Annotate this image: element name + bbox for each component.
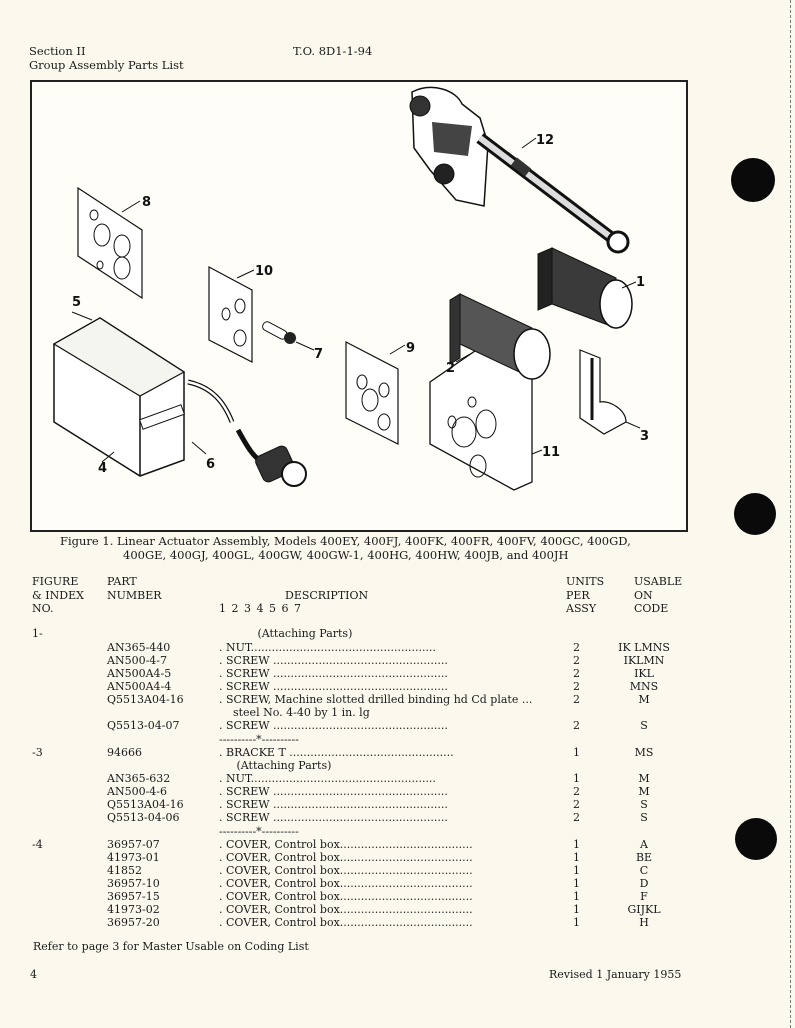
header-indent-levels: 1 2 3 4 5 6 7	[219, 602, 302, 615]
units-per-assy-cell: 2	[573, 811, 580, 824]
description-cell: . SCREW ..................................................	[219, 654, 448, 667]
description-cell: . COVER, Control box......................................	[219, 877, 473, 890]
units-per-assy-cell: 1	[573, 838, 580, 851]
table-row	[0, 693, 795, 706]
part-number-cell: 36957-20	[107, 916, 160, 929]
table-row	[0, 903, 795, 916]
to-number: T.O. 8D1-1-94	[293, 44, 373, 58]
figure-caption	[60, 534, 631, 562]
usable-code-cell: IK LMNS	[618, 641, 670, 654]
binder-hole-top	[731, 158, 775, 202]
part-number-cell: AN500-4-6	[107, 785, 167, 798]
table-row	[0, 733, 795, 746]
description-cell: . COVER, Control box......................................	[219, 838, 473, 851]
table-row	[0, 772, 795, 785]
table-row	[0, 759, 795, 772]
units-per-assy-cell: 2	[573, 680, 580, 693]
header-part-number: PART NUMBER	[107, 575, 162, 602]
part-1-motor-illustration	[538, 248, 645, 328]
part-number-cell: 94666	[107, 746, 142, 759]
svg-text:2: 2	[446, 361, 456, 376]
table-row	[0, 719, 795, 732]
exploded-view-figure	[30, 80, 688, 532]
part-number-cell: AN365-440	[107, 641, 171, 654]
svg-text:9: 9	[406, 341, 416, 356]
part-number-cell: Q5513A04-16	[107, 798, 184, 811]
svg-text:10: 10	[255, 264, 274, 279]
table-row	[0, 916, 795, 929]
usable-code-cell: BE	[635, 851, 653, 864]
units-per-assy-cell: 2	[573, 667, 580, 680]
section-subtitle: Group Assembly Parts List	[29, 58, 184, 72]
section-label: Section II	[29, 44, 86, 58]
caption-line-2: 400GE, 400GJ, 400GL, 400GW, 400GW-1, 400HG, 400HW, 400JB, and 400JH	[123, 548, 569, 562]
units-per-assy-cell: 1	[573, 916, 580, 929]
description-cell: . SCREW ..................................................	[219, 680, 448, 693]
units-per-assy-cell: 2	[573, 785, 580, 798]
usable-code-cell: M	[638, 772, 650, 785]
units-per-assy-cell: 1	[573, 903, 580, 916]
table-row	[0, 851, 795, 864]
description-cell: . SCREW ..................................................	[219, 667, 448, 680]
description-cell: . COVER, Control box......................................	[219, 916, 473, 929]
svg-text:11: 11	[542, 445, 561, 460]
figure-index-cell: -3	[32, 746, 43, 759]
description-cell: . COVER, Control box......................................	[219, 851, 473, 864]
svg-text:6: 6	[206, 457, 216, 472]
usable-code-cell: S	[640, 719, 648, 732]
part-number-cell: AN500A4-4	[107, 680, 172, 693]
svg-text:4: 4	[98, 461, 108, 476]
description-cell: . SCREW ..................................................	[219, 798, 448, 811]
usable-code-cell: M	[638, 785, 650, 798]
svg-text:8: 8	[142, 195, 152, 210]
header-units-per-assy: UNITS PER ASSY	[566, 575, 605, 615]
figure-index-cell: -4	[32, 838, 43, 851]
description-cell: (Attaching Parts)	[219, 627, 353, 640]
part-8-plate-illustration	[78, 188, 151, 298]
table-row	[0, 864, 795, 877]
description-cell: . NUT.....................................................	[219, 641, 436, 654]
usable-code-cell: H	[639, 916, 649, 929]
units-per-assy-cell: 1	[573, 890, 580, 903]
part-number-cell: 41852	[107, 864, 142, 877]
units-per-assy-cell: 2	[573, 798, 580, 811]
footer-note: Refer to page 3 for Master Usable on Coding List	[33, 940, 309, 953]
page-number: 4	[30, 968, 37, 981]
part-3-bracket-illustration	[580, 350, 649, 444]
units-per-assy-cell: 1	[573, 772, 580, 785]
table-row	[0, 890, 795, 903]
binder-hole-bottom	[735, 818, 777, 860]
usable-code-cell: GIJKL	[627, 903, 661, 916]
table-row	[0, 654, 795, 667]
header-usable-on-code: USABLE ON CODE	[634, 575, 683, 615]
usable-code-cell: A	[640, 838, 648, 851]
svg-text:3: 3	[640, 429, 650, 444]
table-row	[0, 667, 795, 680]
usable-code-cell: S	[640, 798, 648, 811]
svg-text:5: 5	[72, 295, 82, 310]
units-per-assy-cell: 2	[573, 654, 580, 667]
part-number-cell: Q5513-04-06	[107, 811, 180, 824]
units-per-assy-cell: 1	[573, 746, 580, 759]
svg-text:1: 1	[636, 275, 646, 290]
description-cell: . COVER, Control box......................................	[219, 903, 473, 916]
page-edge	[790, 0, 793, 1028]
units-per-assy-cell: 2	[573, 693, 580, 706]
usable-code-cell: IKLMN	[623, 654, 665, 667]
units-per-assy-cell: 1	[573, 864, 580, 877]
part-number-cell: Q5513-04-07	[107, 719, 180, 732]
part-9-plate-illustration	[346, 341, 415, 444]
revision-date: Revised 1 January 1955	[549, 968, 682, 981]
units-per-assy-cell: 2	[573, 719, 580, 732]
description-cell: . SCREW, Machine slotted drilled binding hd Cd plate ...	[219, 693, 533, 706]
figure-index-cell: 1-	[32, 627, 43, 640]
part-number-cell: 36957-10	[107, 877, 160, 890]
description-cell: . SCREW ..................................................	[219, 811, 448, 824]
table-row	[0, 838, 795, 851]
units-per-assy-cell: 1	[573, 851, 580, 864]
usable-code-cell: F	[640, 890, 648, 903]
binder-hole-middle	[734, 493, 776, 535]
svg-text:7: 7	[314, 347, 324, 362]
part-number-cell: 41973-01	[107, 851, 160, 864]
part-number-cell: 36957-07	[107, 838, 160, 851]
units-per-assy-cell: 2	[573, 641, 580, 654]
header-description: DESCRIPTION	[285, 589, 369, 602]
part-number-cell: AN500A4-5	[107, 667, 172, 680]
actuator-illustration	[32, 82, 686, 530]
units-per-assy-cell: 1	[573, 877, 580, 890]
part-12-actuator-illustration	[410, 88, 628, 252]
description-cell: ----------*----------	[219, 733, 299, 746]
header-figure-index: FIGURE & INDEX NO.	[32, 575, 84, 615]
usable-code-cell: C	[639, 864, 649, 877]
description-cell: . SCREW ..................................................	[219, 785, 448, 798]
usable-code-cell: S	[640, 811, 648, 824]
part-number-cell: AN365-632	[107, 772, 171, 785]
description-cell: (Attaching Parts)	[219, 759, 332, 772]
description-cell: . BRACKE T ...............................................	[219, 746, 454, 759]
table-row	[0, 811, 795, 824]
usable-code-cell: MNS	[629, 680, 659, 693]
table-row	[0, 706, 795, 719]
description-cell: . COVER, Control box......................................	[219, 890, 473, 903]
table-row	[0, 680, 795, 693]
usable-code-cell: IKL	[634, 667, 654, 680]
usable-code-cell: M	[638, 693, 650, 706]
table-row	[0, 641, 795, 654]
description-cell: . NUT.....................................................	[219, 772, 436, 785]
table-row	[0, 785, 795, 798]
description-cell: . SCREW ..................................................	[219, 719, 448, 732]
part-7-clamp-illustration	[261, 320, 323, 362]
part-number-cell: AN500-4-7	[107, 654, 167, 667]
part-number-cell: Q5513A04-16	[107, 693, 184, 706]
table-row	[0, 798, 795, 811]
caption-line-1: Figure 1. Linear Actuator Assembly, Models 400EY, 400FJ, 400FK, 400FR, 400FV, 400GC, 400GD,	[60, 534, 631, 548]
part-10-plate-illustration	[209, 264, 273, 362]
table-row	[0, 877, 795, 890]
table-row	[0, 746, 795, 759]
table-row	[0, 825, 795, 838]
usable-code-cell: D	[639, 877, 649, 890]
description-cell: . COVER, Control box......................................	[219, 864, 473, 877]
description-cell: steel No. 4-40 by 1 in. lg	[219, 706, 370, 719]
part-number-cell: 41973-02	[107, 903, 160, 916]
usable-code-cell: MS	[634, 746, 654, 759]
svg-text:12: 12	[536, 133, 555, 148]
part-number-cell: 36957-15	[107, 890, 160, 903]
table-row	[0, 627, 795, 640]
description-cell: ----------*----------	[219, 825, 299, 838]
page-header-left	[29, 44, 184, 72]
